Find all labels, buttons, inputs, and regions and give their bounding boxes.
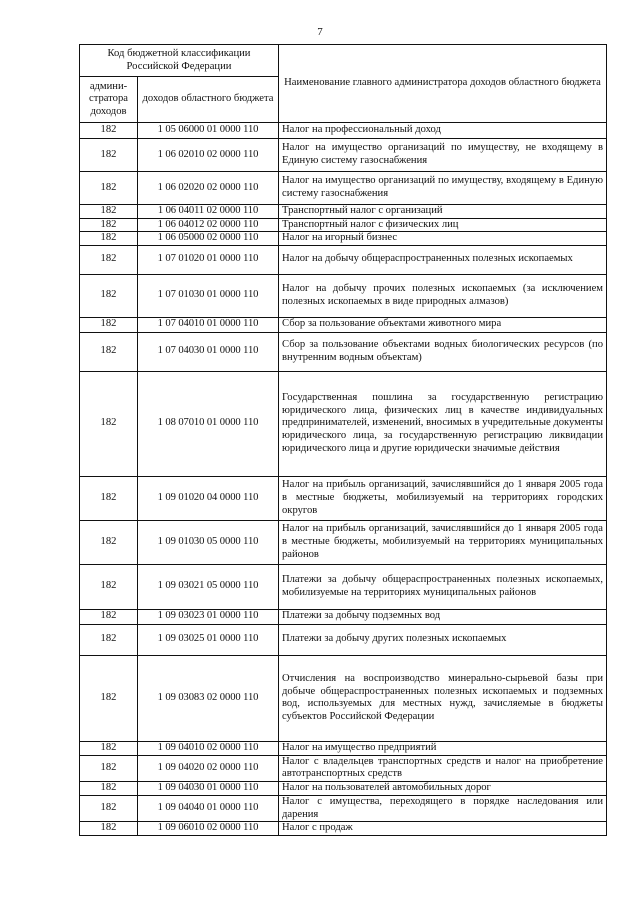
admin-code-cell: 182 bbox=[80, 564, 138, 609]
revenue-name-cell: Транспортный налог с физических лиц bbox=[279, 218, 607, 232]
revenue-name-cell: Налог с продаж bbox=[279, 822, 607, 836]
revenue-code-cell: 1 08 07010 01 0000 110 bbox=[138, 371, 279, 476]
table-row bbox=[80, 139, 607, 172]
revenue-name-cell: Транспортный налог с организаций bbox=[279, 205, 607, 219]
revenue-name-cell: Налог на игорный бизнес bbox=[279, 232, 607, 246]
admin-code-cell: 182 bbox=[80, 476, 138, 520]
table-row bbox=[80, 205, 607, 219]
revenue-name-cell: Налог на имущество предприятий bbox=[279, 741, 607, 755]
revenue-name-cell: Налог на прибыль организаций, зачислявшийся до 1 января 2005 года в местные бюджеты, мобилизуемый на территориях муниципальных районов bbox=[279, 520, 607, 564]
table-row bbox=[80, 317, 607, 332]
table-row bbox=[80, 609, 607, 624]
admin-code-cell: 182 bbox=[80, 232, 138, 246]
table-row bbox=[80, 624, 607, 655]
revenue-name-cell: Налог на добычу общераспространенных полезных ископаемых bbox=[279, 245, 607, 274]
revenue-code-cell: 1 09 04040 01 0000 110 bbox=[138, 795, 279, 821]
admin-code-cell: 182 bbox=[80, 655, 138, 741]
admin-code-cell: 182 bbox=[80, 245, 138, 274]
revenue-name-cell: Государственная пошлина за государственную регистрацию юридического лица, физических лиц в качестве индивидуальных предпринимателей, изменений, вносимых в учредительные документы юридического лица, за государственную регистрацию ликвидации юридического лица и другие юридически значимые действия bbox=[279, 371, 607, 476]
table-row bbox=[80, 371, 607, 476]
revenue-code-cell: 1 09 03083 02 0000 110 bbox=[138, 655, 279, 741]
revenue-code-cell: 1 06 04011 02 0000 110 bbox=[138, 205, 279, 219]
admin-code-cell: 182 bbox=[80, 218, 138, 232]
revenue-code-cell: 1 09 04010 02 0000 110 bbox=[138, 741, 279, 755]
header-administrator-name: Наименование главного администратора доходов областного бюджета bbox=[279, 45, 607, 123]
revenue-code-cell: 1 06 05000 02 0000 110 bbox=[138, 232, 279, 246]
revenue-code-cell: 1 06 04012 02 0000 110 bbox=[138, 218, 279, 232]
page-number: 7 bbox=[317, 26, 323, 38]
table-row bbox=[80, 822, 607, 836]
revenue-code-cell: 1 09 01030 05 0000 110 bbox=[138, 520, 279, 564]
revenue-name-cell: Налог с имущества, переходящего в порядке наследования или дарения bbox=[279, 795, 607, 821]
table-row bbox=[80, 232, 607, 246]
revenue-name-cell: Сбор за пользование объектами водных биологических ресурсов (по внутренним водным объектам) bbox=[279, 332, 607, 371]
admin-code-cell: 182 bbox=[80, 123, 138, 139]
admin-code-cell: 182 bbox=[80, 205, 138, 219]
table-row bbox=[80, 172, 607, 205]
admin-code-cell: 182 bbox=[80, 172, 138, 205]
revenue-name-cell: Платежи за добычу других полезных ископаемых bbox=[279, 624, 607, 655]
revenue-code-cell: 1 07 01020 01 0000 110 bbox=[138, 245, 279, 274]
revenue-name-cell: Налог с владельцев транспортных средств и налог на приобретение автотранспортных средств bbox=[279, 755, 607, 781]
revenue-code-cell: 1 07 01030 01 0000 110 bbox=[138, 274, 279, 317]
admin-code-cell: 182 bbox=[80, 822, 138, 836]
revenue-code-cell: 1 09 04030 01 0000 110 bbox=[138, 781, 279, 795]
revenue-name-cell: Налог на прибыль организаций, зачислявшийся до 1 января 2005 года в местные бюджеты, мобилизуемый на территориях городских округов bbox=[279, 476, 607, 520]
admin-code-cell: 182 bbox=[80, 317, 138, 332]
header-budget-code-group: Код бюджетной классификации Российской Федерации bbox=[80, 45, 279, 77]
table-row bbox=[80, 218, 607, 232]
table-row bbox=[80, 476, 607, 520]
admin-code-cell: 182 bbox=[80, 371, 138, 476]
admin-code-cell: 182 bbox=[80, 741, 138, 755]
header-revenue-code: доходов областного бюджета bbox=[138, 77, 279, 123]
revenue-code-cell: 1 06 02010 02 0000 110 bbox=[138, 139, 279, 172]
table-row bbox=[80, 564, 607, 609]
header-administrator-code: админи-стратора доходов bbox=[80, 77, 138, 123]
admin-code-cell: 182 bbox=[80, 755, 138, 781]
revenue-code-cell: 1 09 03021 05 0000 110 bbox=[138, 564, 279, 609]
revenue-name-cell: Налог на добычу прочих полезных ископаемых (за исключением полезных ископаемых в виде природных алмазов) bbox=[279, 274, 607, 317]
revenue-code-cell: 1 09 04020 02 0000 110 bbox=[138, 755, 279, 781]
table-row bbox=[80, 123, 607, 139]
revenue-name-cell: Налог на пользователей автомобильных дорог bbox=[279, 781, 607, 795]
revenue-code-cell: 1 06 02020 02 0000 110 bbox=[138, 172, 279, 205]
table-row bbox=[80, 795, 607, 821]
table-row bbox=[80, 332, 607, 371]
revenue-name-cell: Платежи за добычу общераспространенных полезных ископаемых, мобилизуемые на территориях муниципальных районов bbox=[279, 564, 607, 609]
table-row bbox=[80, 655, 607, 741]
table-row bbox=[80, 781, 607, 795]
admin-code-cell: 182 bbox=[80, 139, 138, 172]
revenue-name-cell: Отчисления на воспроизводство минерально-сырьевой базы при добыче общераспространенных полезных ископаемых и подземных вод, используемых для местных нужд, зачисляемые в бюджеты субъектов Российской Федерации bbox=[279, 655, 607, 741]
revenue-name-cell: Платежи за добычу подземных вод bbox=[279, 609, 607, 624]
revenue-code-cell: 1 05 06000 01 0000 110 bbox=[138, 123, 279, 139]
admin-code-cell: 182 bbox=[80, 609, 138, 624]
table-row bbox=[80, 755, 607, 781]
revenue-name-cell: Налог на имущество организаций по имуществу, входящему в Единую систему газоснабжения bbox=[279, 172, 607, 205]
admin-code-cell: 182 bbox=[80, 795, 138, 821]
budget-classification-table bbox=[79, 44, 607, 836]
revenue-name-cell: Налог на имущество организаций по имуществу, не входящему в Единую систему газоснабжения bbox=[279, 139, 607, 172]
admin-code-cell: 182 bbox=[80, 520, 138, 564]
admin-code-cell: 182 bbox=[80, 624, 138, 655]
revenue-code-cell: 1 07 04010 01 0000 110 bbox=[138, 317, 279, 332]
table-row bbox=[80, 274, 607, 317]
revenue-code-cell: 1 09 01020 04 0000 110 bbox=[138, 476, 279, 520]
table-row bbox=[80, 741, 607, 755]
revenue-code-cell: 1 07 04030 01 0000 110 bbox=[138, 332, 279, 371]
admin-code-cell: 182 bbox=[80, 781, 138, 795]
revenue-code-cell: 1 09 03025 01 0000 110 bbox=[138, 624, 279, 655]
admin-code-cell: 182 bbox=[80, 332, 138, 371]
revenue-code-cell: 1 09 03023 01 0000 110 bbox=[138, 609, 279, 624]
revenue-name-cell: Сбор за пользование объектами животного мира bbox=[279, 317, 607, 332]
revenue-name-cell: Налог на профессиональный доход bbox=[279, 123, 607, 139]
table-row bbox=[80, 245, 607, 274]
admin-code-cell: 182 bbox=[80, 274, 138, 317]
revenue-code-cell: 1 09 06010 02 0000 110 bbox=[138, 822, 279, 836]
table-row bbox=[80, 520, 607, 564]
